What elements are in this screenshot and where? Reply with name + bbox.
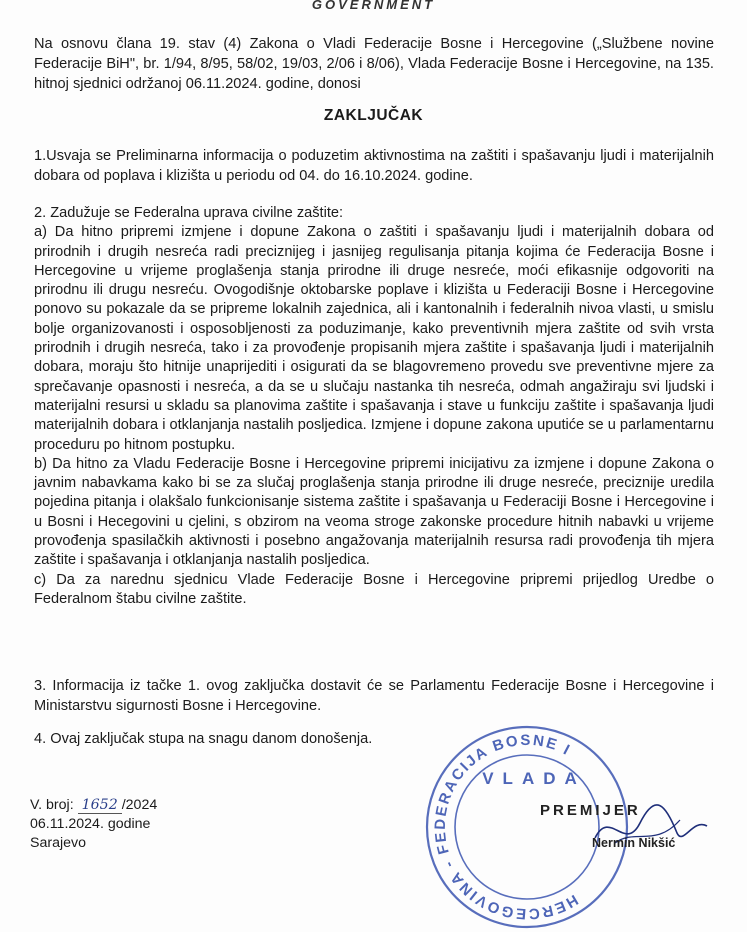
item-2-intro: 2. Zadužuje se Federalna uprava civilne zaštite: (34, 205, 344, 221)
stamp-ring-text: HERCEGOVINA - FEDERACIJA BOSNE I (431, 731, 581, 923)
reference-number: V. broj: 1652 /2024 (30, 797, 158, 813)
intro-paragraph: Na osnovu člana 19. stav (4) Zakona o Vladi Federacije Bosne i Hercegovine („Službene novine Federacije BiH", br. 1/94, 8/95, 58/02, 19/03, 2/06 i 8/06), Vlada Federacije Bosne i Hercegovine, na 135. hitnoj sjednici održanoj 06.11.2024. godine, donosi (34, 36, 714, 92)
stamp-center-text: VLADA (482, 769, 586, 788)
document-date: 06.11.2024. godine (30, 816, 151, 832)
signatory-role: PREMIJER (540, 802, 641, 819)
signatory-name: Nermin Nikšić (592, 836, 676, 850)
item-4: 4. Ovaj zaključak stupa na snagu danom donošenja. (34, 731, 373, 747)
header-title: GOVERNMENT (311, 0, 436, 12)
item-2 (34, 204, 714, 609)
item-3: 3. Informacija iz tačke 1. ovog zaključka dostavit će se Parlamentu Federacije Bosne i Hercegovine i Ministarstvu sigurnosti Bosne i Hercegovine. (34, 678, 714, 714)
item-1: 1.Usvaja se Preliminarna informacija o poduzetim aktivnostima na zaštiti i spašavanju ljudi i materijalnih dobara od poplava i klizišta u periodu od 04. do 16.10.2024. godine. (34, 148, 714, 184)
document-place: Sarajevo (30, 835, 86, 851)
handwritten-number: 1652 (78, 797, 122, 814)
document-footer (30, 796, 250, 853)
item-2-b: b) Da hitno za Vladu Federacije Bosne i Hercegovine pripremi inicijativu za izmjene i dopune Zakona o javnim nabavkama kako bi se za slučaj proglašenja stanja prirodne ili druge nesreće, preciznije uredila pojedina pitanja i olakšalo funkcionisanje sistema zaštite i spašavanja u Federaciji Bosne i Hercegovine i u Bosni i Hecegovini u cjelini, s obzirom na veoma stroge zakonske procedure hitnih nabavki u vrijeme provođenja spasilačkih aktivnosti i posebno angažovanja materijalnih resursa radi provođenja tih mjera zaštite i spašavanja i otklanjanja nastalih posljedica. (34, 455, 714, 569)
document-title: ZAKLJUČAK (323, 107, 424, 124)
item-2-a: a) Da hitno pripremi izmjene i dopune Zakona o zaštiti i spašavanju ljudi i materijalnih dobara od prirodnih i drugih nesreća radi preciznijeg i jasnijeg regulisanja pitanja kojima će Federacija Bosne i Hercegovine u vrijeme proglašenja stanja prirodne ili druge nesreće, moći efikasnije odgovoriti na prirodnu ili drugu nesreću. Ovogodišnje oktobarske poplave i klizišta u Federaciji Bosne i Hercegovine ponovo su pokazale da se pripreme lokalnih zajednica, ali i kantonalnih i federalnih nivoa vlasti, u smislu bolje organizovanosti i osposobljenosti za poduzimanje, kako preventivnih mjera zaštite od svih vrsta prirodnih i drugih nesreća, tako i za provođenje propisanih mjera zaštite i spašavanja ljudi i materijalnih dobara, moraju što hitnije unaprijediti i osigurati da se blagovremeno provedu sve preventivne mjere za sprečavanje opasnosti i nesreća, a da se u slučaju nastanka tih nesreća, odmah angažiraju svi ljudski i materijalni resursi u skladu sa planovima zaštite i spašavanja i stave u funkciju zaštite i spašavanja ljudi materijalnih dobara i otklanjanja nastalih posljedica. Izmjene i dopune zakona uputiće se u parlamentarnu proceduru po hitnom postupku. (34, 224, 714, 453)
item-2-c: c) Da za narednu sjednicu Vlade Federacije Bosne i Hercegovine pripremi prijedlog Uredbe o Federalnom štabu civilne zaštite. (34, 571, 714, 607)
